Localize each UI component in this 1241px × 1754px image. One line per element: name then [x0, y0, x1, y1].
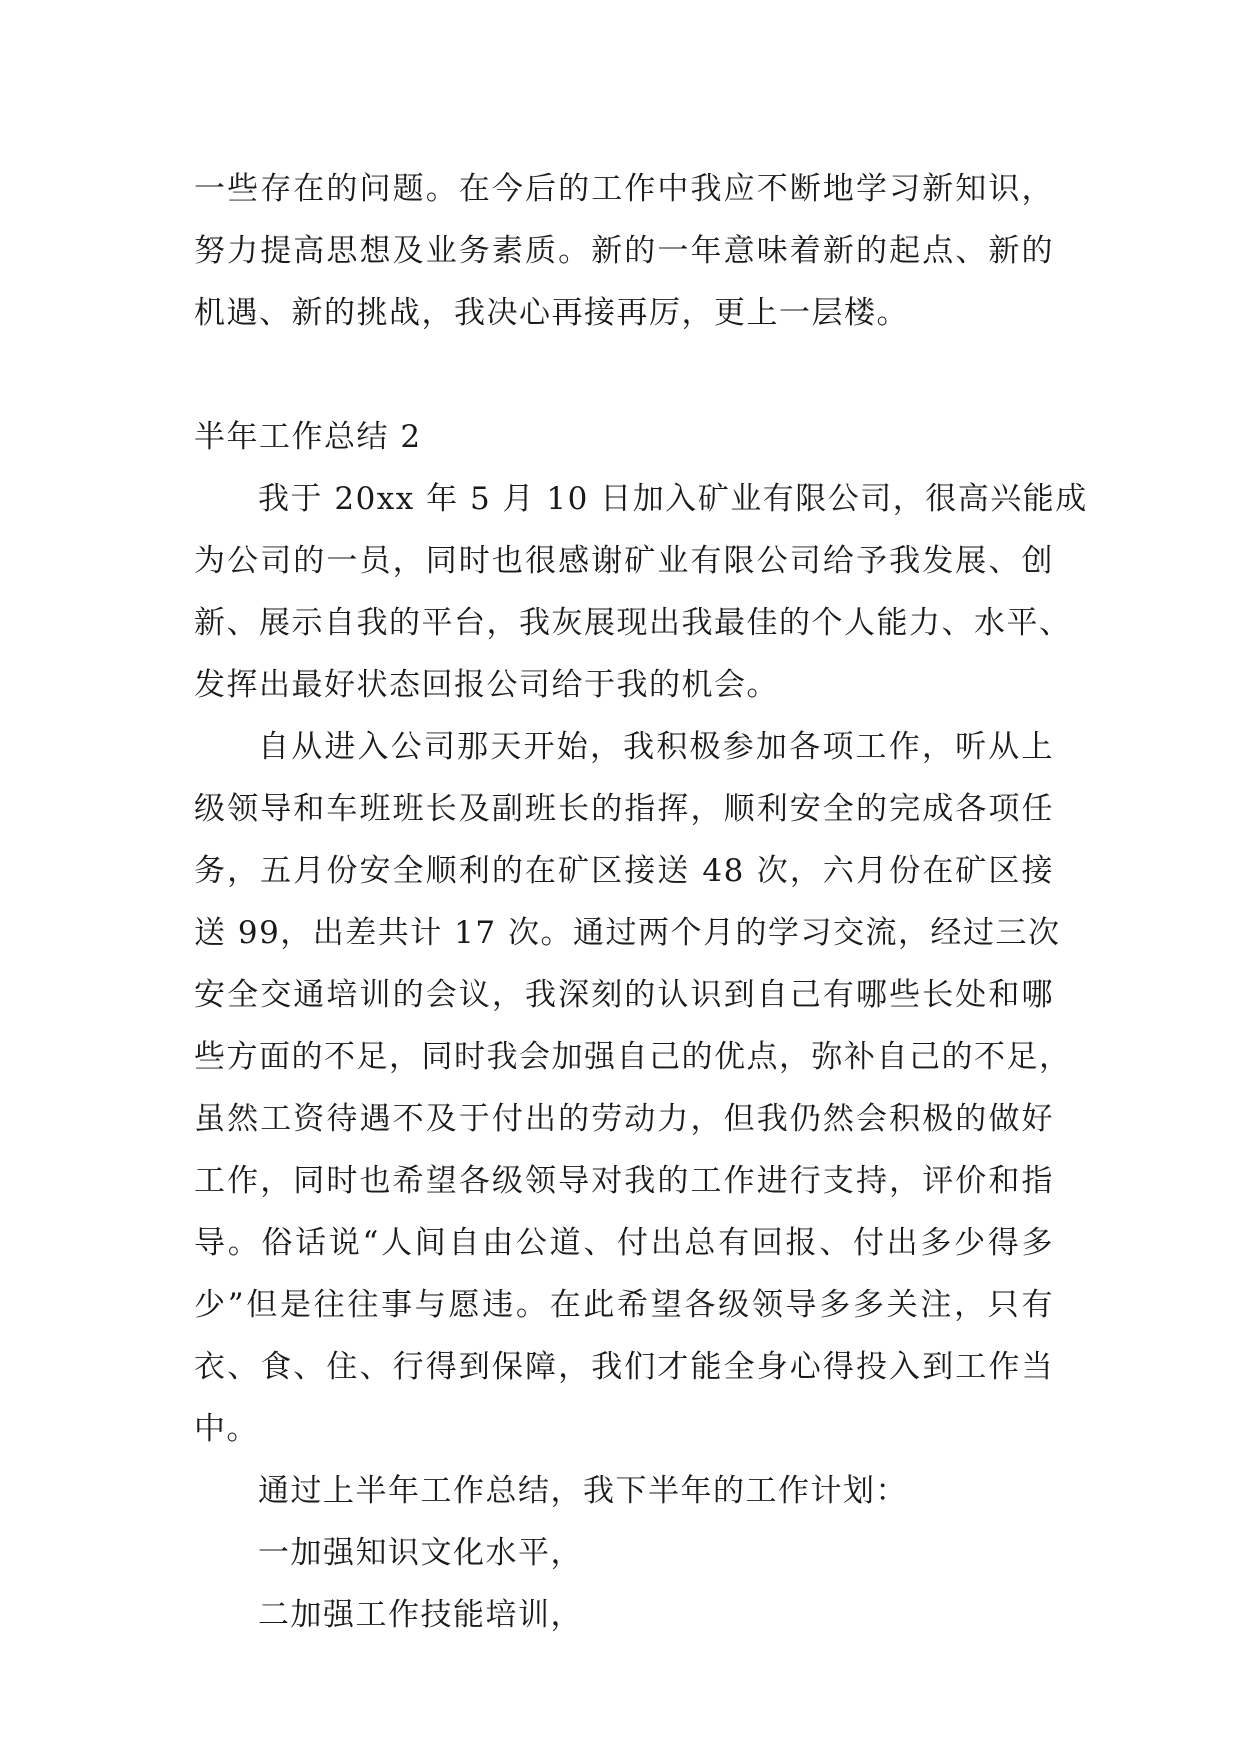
- text-line: 努力提高思想及业务素质。新的一年意味着新的起点、新的: [194, 233, 1054, 269]
- paragraph-work-record: [194, 716, 1072, 1460]
- text-line: 新、展示自我的平台，我灰展现出我最佳的个人能力、水平、: [194, 605, 1072, 641]
- text-line: 机遇、新的挑战，我决心再接再厉，更上一层楼。: [194, 295, 909, 331]
- text-line: 送 99，出差共计 17 次。通过两个月的学习交流，经过三次: [194, 915, 1061, 951]
- paragraph-gap: [194, 344, 1054, 406]
- text-line: 中。: [194, 1411, 259, 1447]
- plan-intro: 通过上半年工作总结，我下半年的工作计划：: [258, 1473, 908, 1509]
- text-line: 少”但是往往事与愿违。在此希望各级领导多多关注，只有: [194, 1287, 1054, 1323]
- paragraph-join-company: [194, 468, 1088, 716]
- text-line: 虽然工资待遇不及于付出的劳动力，但我仍然会积极的做好: [194, 1101, 1054, 1137]
- document-body: [194, 158, 1088, 1646]
- text-line: 导。俗话说“人间自由公道、付出总有回报、付出多少得多: [194, 1225, 1054, 1261]
- text-line: 我于 20xx 年 5 月 10 日加入矿业有限公司，很高兴能成: [258, 481, 1088, 517]
- text-line: 安全交通培训的会议，我深刻的认识到自己有哪些长处和哪: [194, 977, 1054, 1013]
- closing-paragraph: [194, 158, 1054, 344]
- text-line: 些方面的不足，同时我会加强自己的优点，弥补自己的不足，: [194, 1039, 1072, 1075]
- text-line: 衣、食、住、行得到保障，我们才能全身心得投入到工作当: [194, 1349, 1054, 1385]
- text-line: 工作，同时也希望各级领导对我的工作进行支持，评价和指: [194, 1163, 1054, 1199]
- text-line: 发挥出最好状态回报公司给于我的机会。: [194, 667, 779, 703]
- text-line: 自从进入公司那天开始，我积极参加各项工作，听从上: [258, 729, 1054, 765]
- plan-item: 二加强工作技能培训，: [258, 1597, 583, 1633]
- text-line: 务，五月份安全顺利的在矿区接送 48 次，六月份在矿区接: [194, 853, 1054, 889]
- text-line: 级领导和车班班长及副班长的指挥，顺利安全的完成各项任: [194, 791, 1054, 827]
- text-line: 为公司的一员，同时也很感谢矿业有限公司给予我发展、创: [194, 543, 1054, 579]
- text-line: 一些存在的问题。在今后的工作中我应不断地学习新知识，: [194, 171, 1054, 207]
- plan-item: 一加强知识文化水平，: [258, 1535, 583, 1571]
- section-title: 半年工作总结 2: [194, 419, 422, 455]
